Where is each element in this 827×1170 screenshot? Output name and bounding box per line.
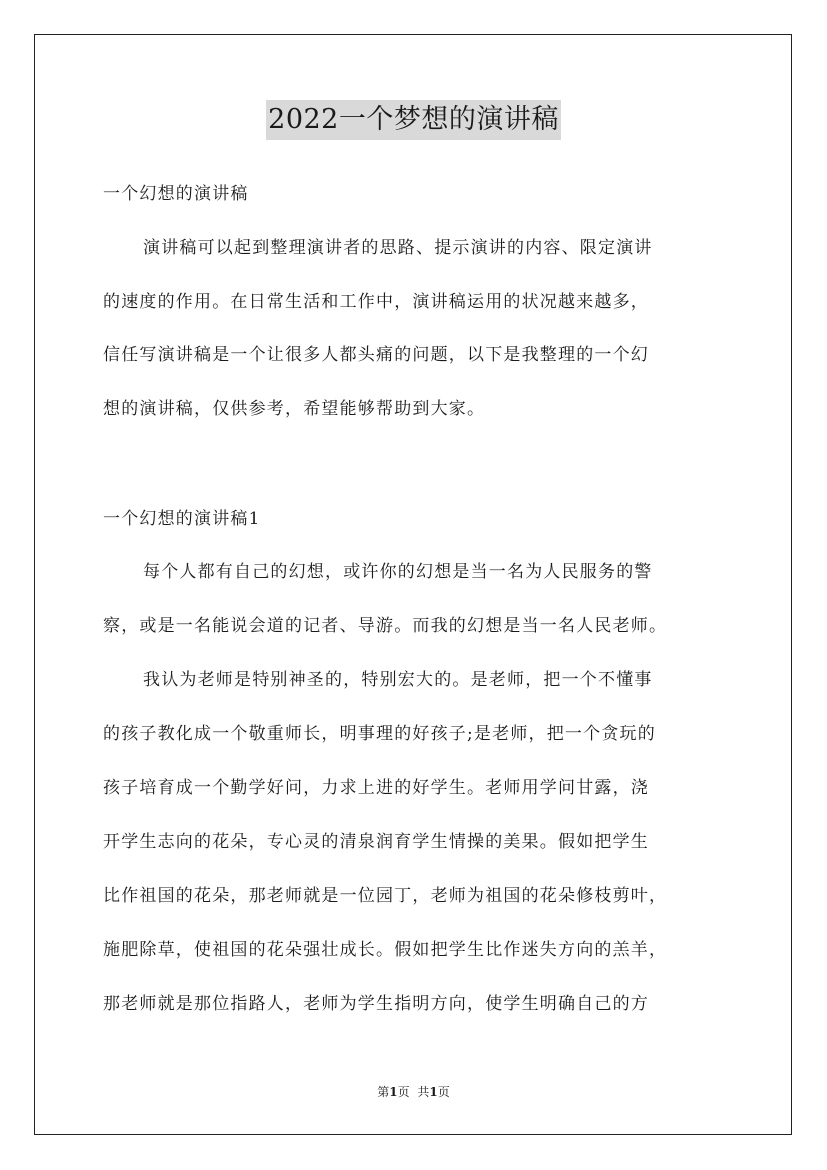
paragraph-line: 施肥除草，使祖国的花朵强壮成长。假如把学生比作迷失方向的羔羊， xyxy=(103,940,668,960)
footer-page-prefix: 第 xyxy=(377,1085,390,1099)
footer-page-number: 1 xyxy=(389,1085,398,1099)
paragraph-line: 察，或是一名能说会道的记者、导游。而我的幻想是当一名人民老师。 xyxy=(103,616,668,636)
paragraph-line: 比作祖国的花朵，那老师就是一位园丁，老师为祖国的花朵修枝剪叶， xyxy=(103,886,668,906)
paragraph-line: 的孩子教化成一个敬重师长，明事理的好孩子;是老师，把一个贪玩的 xyxy=(103,724,656,744)
paragraph-line: 孩子培育成一个勤学好问，力求上进的好学生。老师用学问甘露，浇 xyxy=(103,778,649,798)
document-title: 2022一个梦想的演讲稿 xyxy=(266,100,561,140)
paragraph-line: 的速度的作用。在日常生活和工作中，演讲稿运用的状况越来越多， xyxy=(103,292,649,312)
footer-total-prefix: 共 xyxy=(417,1085,430,1099)
footer-total-suffix: 页 xyxy=(437,1085,450,1099)
paragraph-line: 信任写演讲稿是一个让很多人都头痛的问题，以下是我整理的一个幻 xyxy=(103,345,649,365)
footer-page-suffix: 页 xyxy=(397,1085,410,1099)
paragraph-line: 我认为老师是特别神圣的，特别宏大的。是老师，把一个不懂事 xyxy=(143,670,653,690)
title-container xyxy=(0,100,827,140)
heading-line: 一个幻想的演讲稿 xyxy=(103,184,249,204)
paragraph-line: 开学生志向的花朵，专心灵的清泉润育学生情操的美果。假如把学生 xyxy=(103,832,649,852)
paragraph-line: 每个人都有自己的幻想，或许你的幻想是当一名为人民服务的警 xyxy=(143,562,653,582)
footer-total-number: 1 xyxy=(429,1085,438,1099)
paragraph-line: 演讲稿可以起到整理演讲者的思路、提示演讲的内容、限定演讲 xyxy=(143,238,653,258)
section-heading: 一个幻想的演讲稿1 xyxy=(103,509,261,529)
page-footer xyxy=(0,1084,827,1100)
paragraph-line: 那老师就是那位指路人，老师为学生指明方向，使学生明确自己的方 xyxy=(103,994,649,1014)
paragraph-line: 想的演讲稿，仅供参考，希望能够帮助到大家。 xyxy=(103,399,486,419)
